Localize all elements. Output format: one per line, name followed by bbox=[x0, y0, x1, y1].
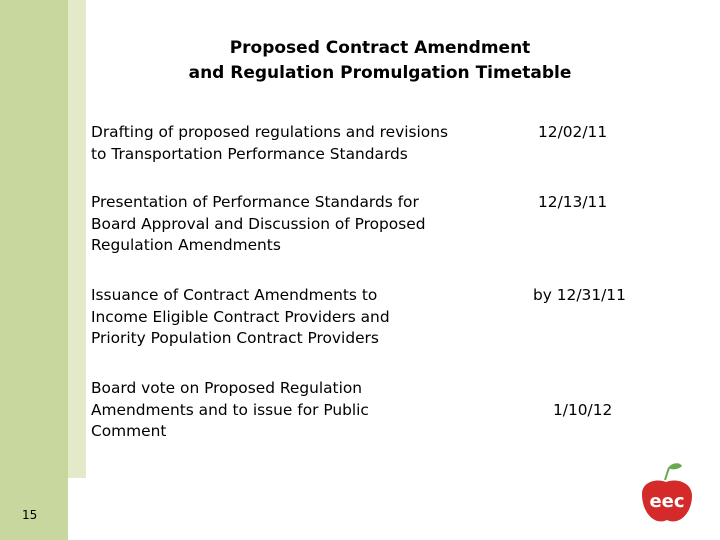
item-line: Amendments and to issue for Public bbox=[91, 400, 369, 419]
item-date: by 12/31/11 bbox=[533, 286, 626, 304]
item-date: 12/02/11 bbox=[538, 123, 608, 141]
item-line: to Transportation Performance Standards bbox=[91, 144, 408, 163]
title-line-2: and Regulation Promulgation Timetable bbox=[188, 63, 572, 83]
slide-title bbox=[120, 36, 640, 86]
item-description bbox=[91, 378, 521, 443]
item-line: Issuance of Contract Amendments to bbox=[91, 286, 378, 304]
left-decorative-band bbox=[0, 0, 68, 540]
item-date: 1/10/12 bbox=[553, 401, 613, 419]
item-line: Board Approval and Discussion of Proposed bbox=[91, 214, 426, 233]
page-number: 15 bbox=[22, 508, 38, 522]
logo-text: eec bbox=[649, 491, 685, 512]
item-line: Board vote on Proposed Regulation bbox=[91, 379, 363, 397]
item-description bbox=[91, 285, 521, 350]
footer-strip bbox=[68, 478, 720, 540]
item-description bbox=[91, 192, 521, 257]
item-date: 12/13/11 bbox=[538, 193, 608, 211]
item-description bbox=[91, 122, 521, 165]
item-line: Priority Population Contract Providers bbox=[91, 329, 379, 347]
item-line: Comment bbox=[91, 422, 167, 440]
left-decorative-stripe bbox=[68, 0, 86, 540]
item-line: Presentation of Performance Standards for bbox=[91, 193, 419, 211]
item-line: Drafting of proposed regulations and revisions bbox=[91, 123, 448, 141]
eec-logo-icon bbox=[632, 460, 702, 530]
title-line-1: Proposed Contract Amendment bbox=[229, 38, 531, 58]
item-line: Regulation Amendments bbox=[91, 236, 281, 254]
item-line: Income Eligible Contract Providers and bbox=[91, 307, 390, 326]
